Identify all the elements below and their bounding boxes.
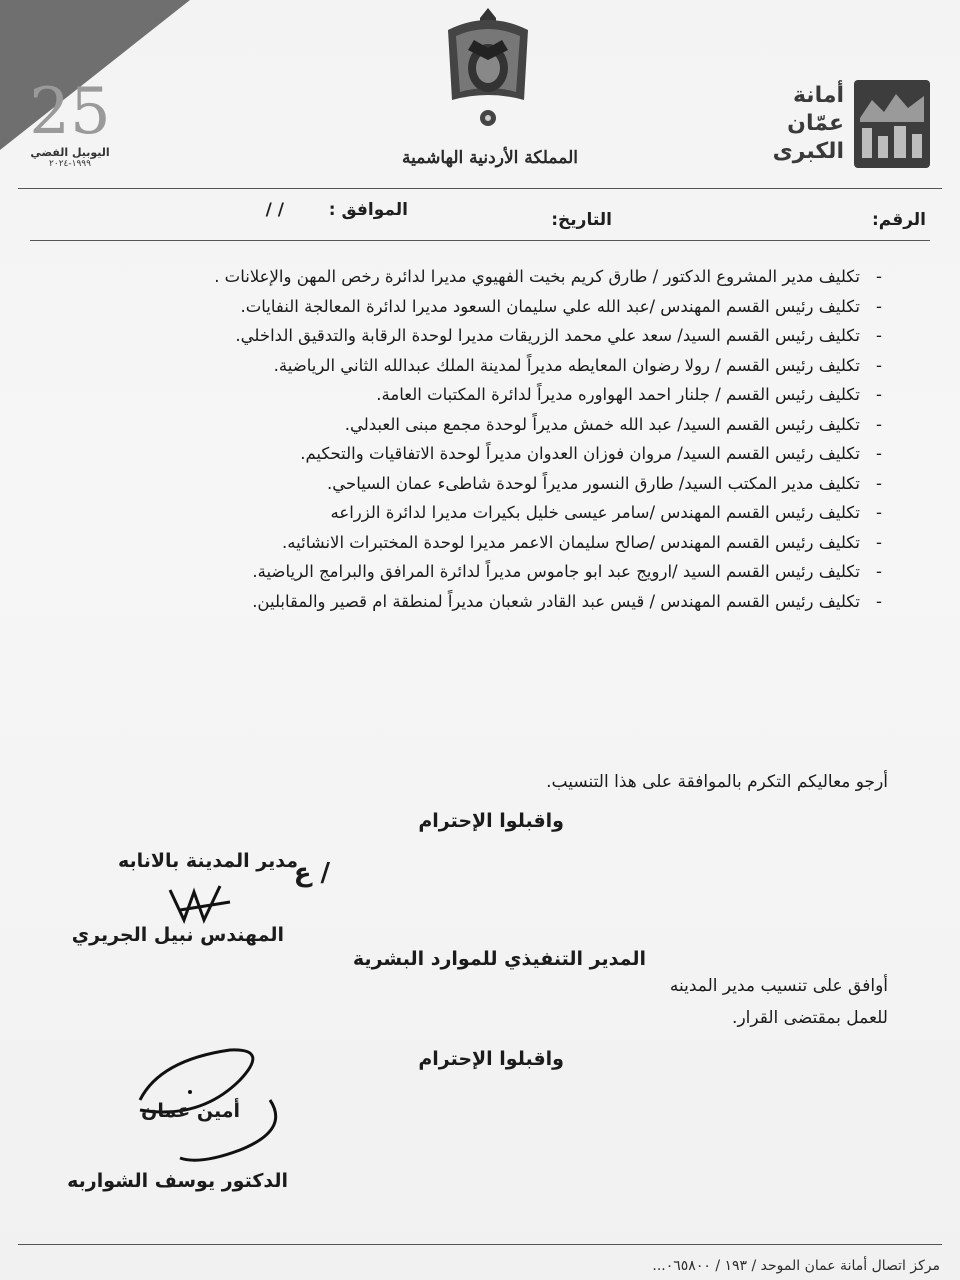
list-item: - تكليف مدير المكتب السيد/ طارق النسور مديراً لوحدة شاطىء عمان السياحي. — [40, 469, 860, 499]
list-item: - تكليف رئيس القسم / جلنار احمد الهواوره مديراً لدائرة المكتبات العامة. — [40, 380, 860, 410]
org-name-line: أمانة — [792, 83, 844, 108]
number-label: الرقم: — [871, 210, 926, 230]
amman-logo — [752, 78, 932, 178]
org-name-line: عمّان — [787, 111, 844, 136]
list-item: - تكليف رئيس القسم السيد/ سعد علي محمد الزريقات مديرا لوحدة الرقابة والتدقيق الداخلي. — [40, 321, 860, 351]
hr-title: المدير التنفيذي للموارد البشرية — [352, 948, 646, 970]
list-item: - تكليف رئيس القسم السيد/ عبد الله خمش مديراً لوحدة مجمع مبنى العبدلي. — [40, 410, 860, 440]
org-name-line: الكبرى — [772, 139, 844, 164]
header-rule-top — [18, 188, 942, 189]
city-manager-slash: / ع — [293, 858, 330, 888]
footer-contact: مركز اتصال أمانة عمان الموحد / ١٩٣ / ٠٦٥٨٠٠... — [652, 1258, 940, 1274]
list-item: - تكليف رئيس القسم / رولا رضوان المعايطه مديراً لمدينة الملك عبدالله الثاني الرياضية. — [40, 351, 860, 381]
request-text: أرجو معاليكم التكرم بالموافقة على هذا التنسيب. — [546, 772, 888, 792]
anniversary-label: اليوبيل الفضي — [30, 146, 110, 159]
list-item: - تكليف رئيس القسم السيد /ارويج عبد ابو جاموس مديراً لدائرة المرافق والبرامج الرياضية. — [40, 557, 860, 587]
hijri-label: الموافق : — [328, 200, 408, 220]
hijri-value: / / — [265, 200, 284, 220]
org-name — [773, 82, 844, 166]
approve-line-1: أوافق على تنسيب مدير المدينه — [669, 976, 888, 996]
mayor-name: الدكتور يوسف الشواربه — [67, 1170, 288, 1192]
anniversary-years: ١٩٩٩-٢٠٢٤ — [49, 159, 91, 169]
city-manager-name: المهندس نبيل الجريري — [71, 924, 284, 946]
regards-2: واقبلوا الإحترام — [418, 1048, 564, 1070]
regards-1: واقبلوا الإحترام — [418, 810, 564, 832]
assignment-list — [40, 262, 860, 616]
royal-crest-icon — [428, 0, 548, 135]
list-item: - تكليف رئيس القسم المهندس /عبد الله علي سليمان السعود مديرا لدائرة المعالجة النفايات. — [40, 292, 860, 322]
list-item: - تكليف رئيس القسم المهندس /صالح سليمان الاعمر مديرا لوحدة المختبرات الانشائيه. — [40, 528, 860, 558]
header-rule-bottom — [30, 240, 930, 241]
amman-logo-icon — [852, 78, 932, 170]
list-item: - تكليف رئيس القسم السيد/ مروان فوزان العدوان مديراً لوحدة الاتفاقيات والتحكيم. — [40, 439, 860, 469]
city-manager-signature — [160, 880, 240, 930]
city-manager-title: مدير المدينة بالانابه — [117, 850, 298, 872]
date-label: التاريخ: — [551, 210, 612, 230]
anniversary-number: 25 — [29, 75, 111, 149]
silver-jubilee-emblem — [22, 75, 118, 180]
list-item: - تكليف رئيس القسم المهندس / قيس عبد القادر شعبان مديراً لمنطقة ام قصير والمقابلين. — [40, 587, 860, 617]
approve-line-2: للعمل بمقتضى القرار. — [732, 1008, 888, 1028]
mayor-title: أمين عمان — [141, 1100, 240, 1122]
list-item: - تكليف مدير المشروع الدكتور / طارق كريم بخيت الفهيوي مديرا لدائرة رخص المهن والإعلانات . — [40, 262, 860, 292]
list-item: - تكليف رئيس القسم المهندس /سامر عيسى خليل بكيرات مديرا لدائرة الزراعه — [40, 498, 860, 528]
footer-rule — [18, 1244, 942, 1245]
kingdom-name: المملكة الأردنية الهاشمية — [402, 148, 578, 168]
